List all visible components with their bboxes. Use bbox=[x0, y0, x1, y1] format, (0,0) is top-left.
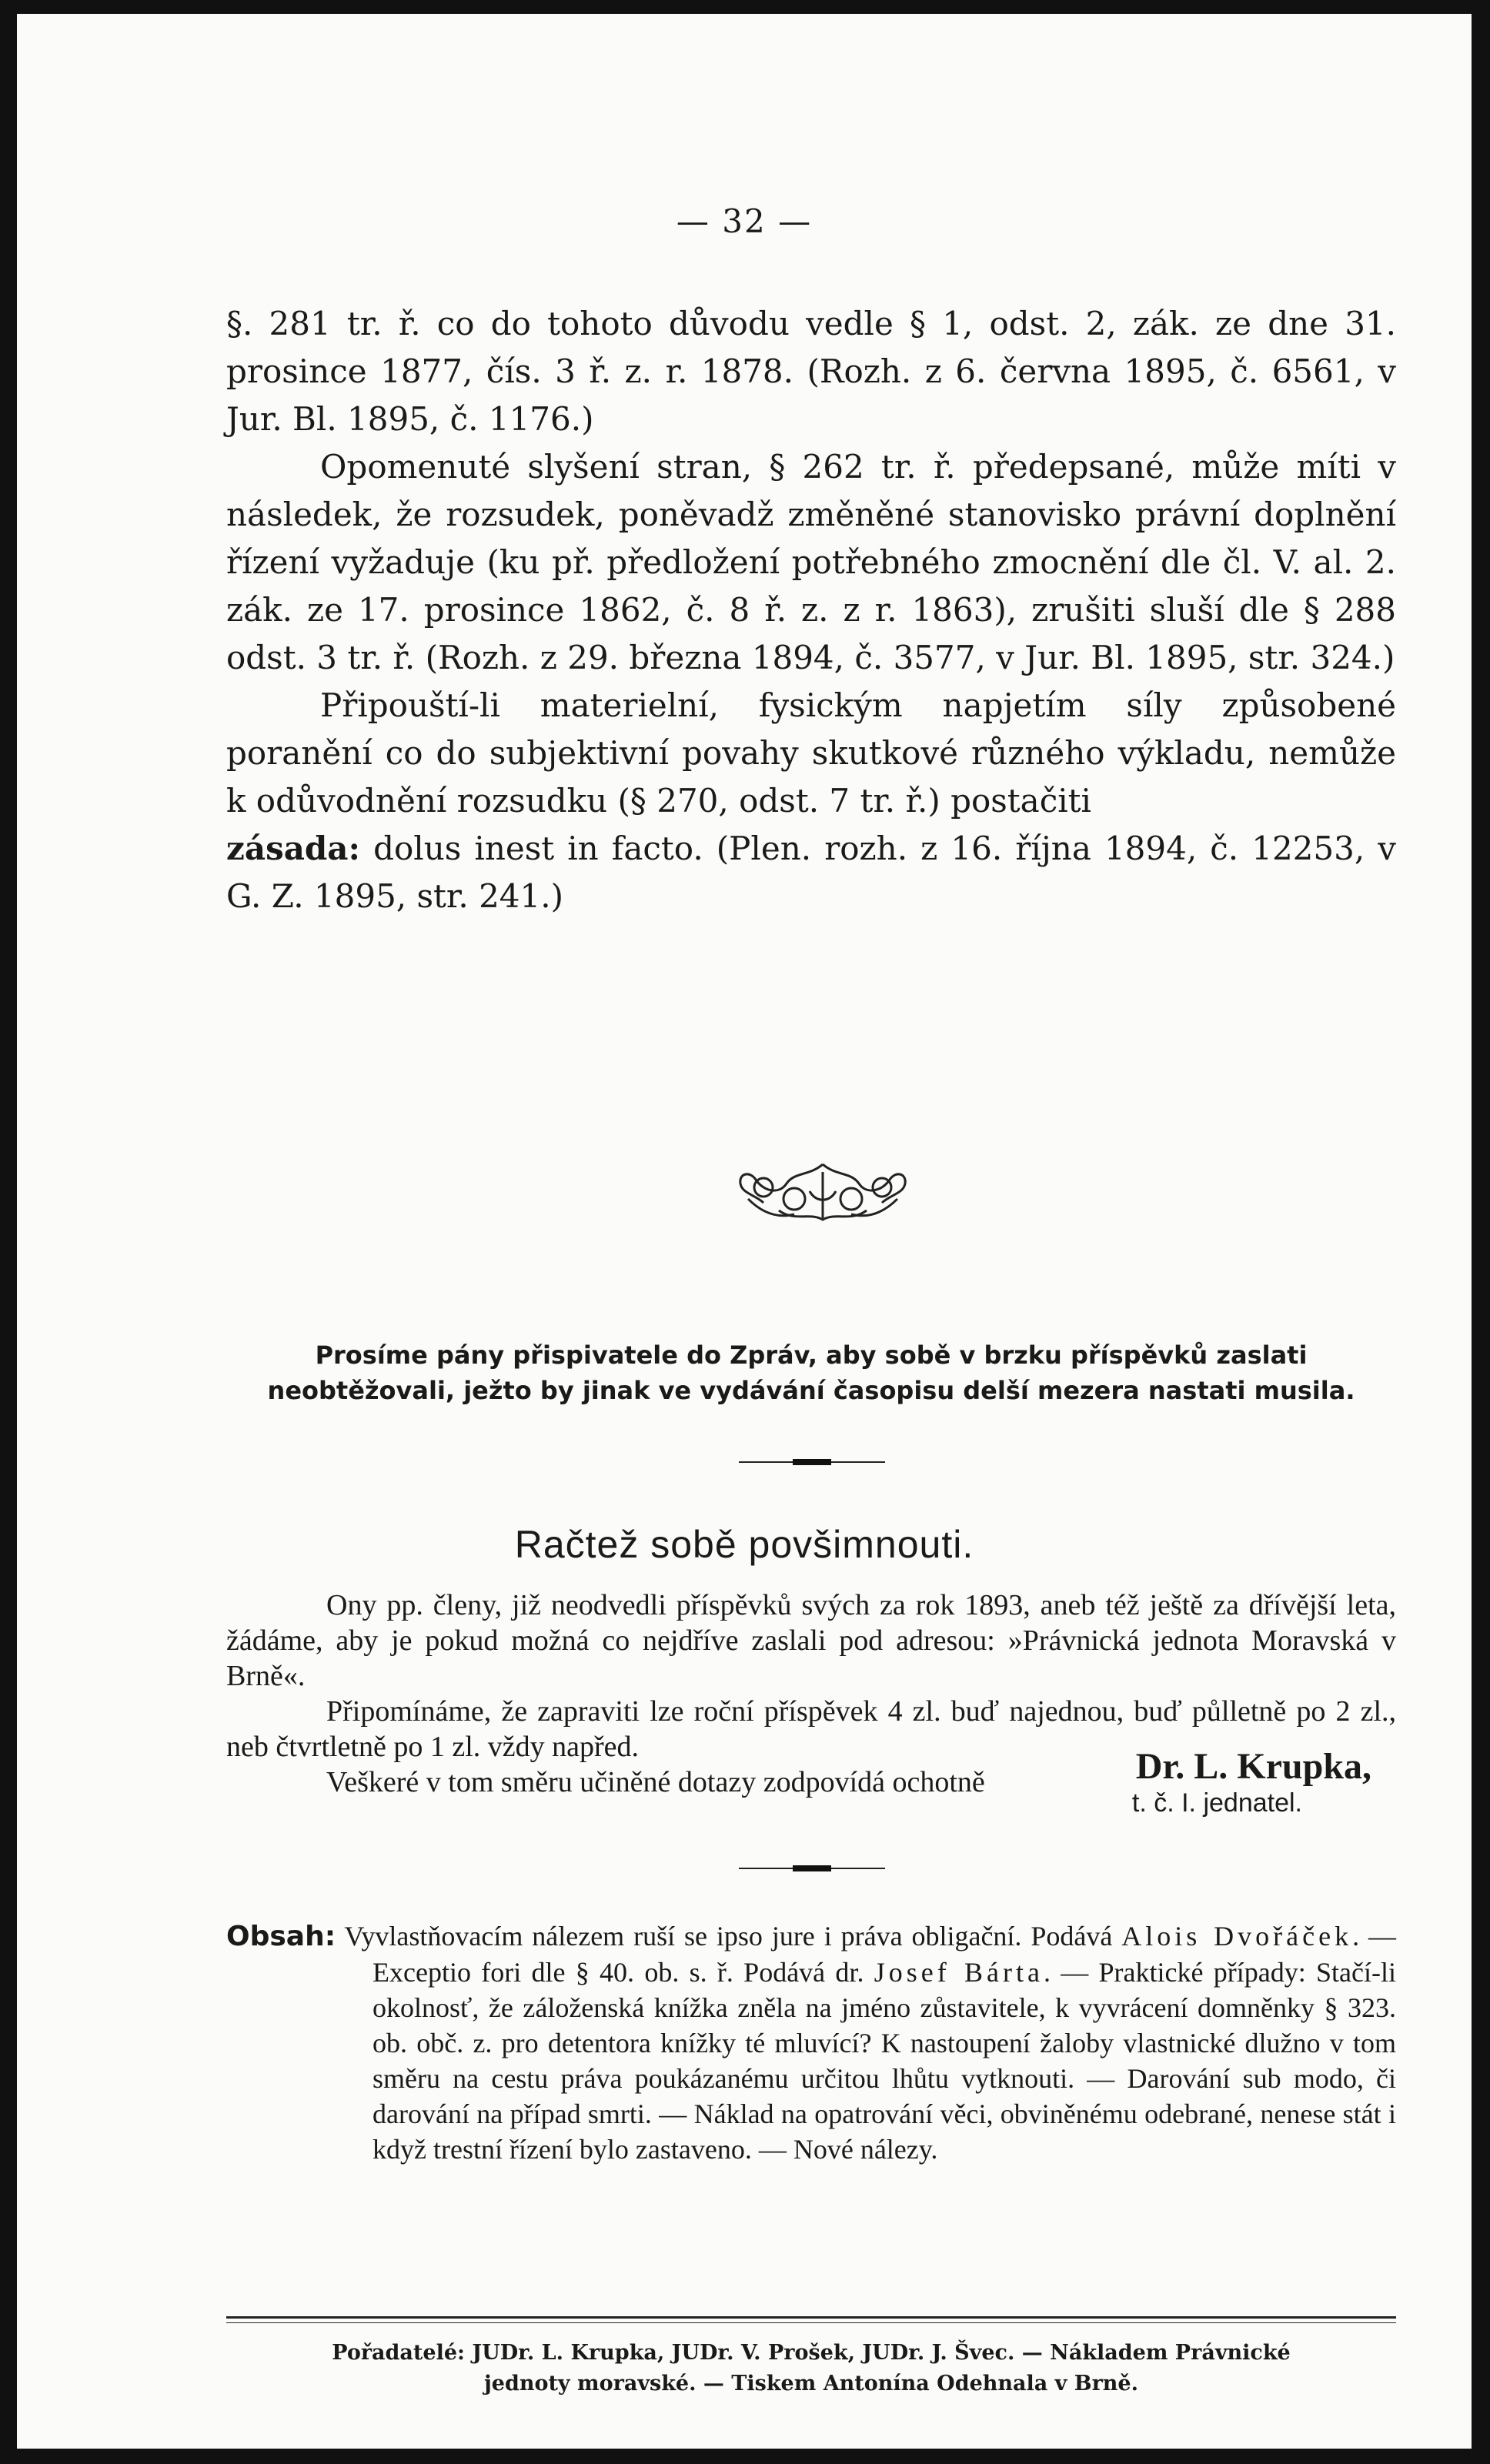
footer-rule bbox=[226, 2316, 1396, 2319]
announcement-paragraph: Připomínáme, že zapraviti lze roční příspěvek 4 zl. buď najednou, buď půlletně po 2 zl., neb čtvrtletně po 1 zl. vždy napřed. bbox=[226, 1695, 1396, 1763]
contents-author: Josef Bárta bbox=[874, 1957, 1044, 1988]
contents-text: Vyvlastňovacím nálezem ruší se ipso jure i práva obligační. Podává bbox=[336, 1921, 1122, 1952]
document-page bbox=[17, 14, 1472, 2449]
footer-line: jednoty moravské. — Tiskem Antonína Odehnala v Brně. bbox=[484, 2372, 1138, 2396]
announcement-paragraph: Veškeré v tom směru učiněné dotazy zodpovídá ochotně bbox=[326, 1766, 985, 1798]
contents-entry bbox=[226, 1918, 1396, 2167]
paragraph-injury-text: Připouští-li materielní, fysickým napjetím síly způsobené poranění co do subjektivní povahy skutkové různého výkladu, nemůže k odůvodnění rozsudku (§ 270, odst. 7 tr. ř.) postačiti bbox=[226, 686, 1396, 820]
footer-rule bbox=[226, 2322, 1396, 2323]
divider bbox=[739, 1867, 885, 1870]
signature bbox=[1064, 1745, 1371, 1818]
signature-name: Dr. L. Krupka, bbox=[1135, 1746, 1371, 1787]
page-number: — 32 — bbox=[676, 202, 813, 240]
table-of-contents bbox=[226, 1918, 1396, 2167]
contributor-notice: Prosíme pány přispivatele do Zpráv, aby sobě v brzku příspěvků zaslati neobtěžovali, ježto by jinak ve vydávání časopisu delší mezera nastati musila. bbox=[267, 1341, 1355, 1405]
divider bbox=[739, 1461, 885, 1464]
paragraph-injury-end: dolus inest in facto. (Plen. rozh. z 16. října 1894, č. 12253, v G. Z. 1895, str. 241.) bbox=[226, 830, 1396, 915]
paragraph-injury-lead: zásada: bbox=[226, 830, 361, 867]
paragraph-injury bbox=[226, 682, 1396, 920]
announcement-title: Račtež sobě povšimnouti. bbox=[514, 1523, 974, 1566]
contents-text: . — Praktické případy: Stačí-li okolnosť, že záloženská knížka zněla na jméno zůstavitele, k vyvrácení domněnky § 323. ob. obč. z. pro detentora knížky té mluvící? K nastoupení žaloby vlastnické dlužno v tom směru na cestu práva poukázanému určitou lhůtu vytknouti. — Darování sub modo, či darování na případ smrti. — Náklad na opatrování věci, obviněnému odebrané, nenese stát i když trestní řízení bylo zastaveno. — Nové nálezy. bbox=[372, 1957, 1396, 2165]
publisher-footer bbox=[226, 2338, 1396, 2399]
body-text bbox=[226, 300, 1396, 920]
paragraph-continuation: §. 281 tr. ř. co do tohoto důvodu vedle § 1, odst. 2, zák. ze dne 31. prosince 1877, čís. 3 ř. z. r. 1878. (Rozh. z 6. června 1895, č. 6561, v Jur. Bl. 1895, č. 1176.) bbox=[226, 305, 1396, 438]
signature-role: t. č. I. jednatel. bbox=[1131, 1788, 1302, 1818]
announcement-paragraph: Ony pp. členy, již neodvedli příspěvků svých za rok 1893, aneb též ještě za dřívější leta, žádáme, aby je pokud možná co nejdříve zaslali pod adresou: »Právnická jednota Moravská v Brně«. bbox=[226, 1589, 1396, 1692]
ornament-icon bbox=[733, 1157, 914, 1226]
paragraph-hearing: Opomenuté slyšení stran, § 262 tr. ř. předepsané, může míti v následek, že rozsudek, poněvadž změněné stanovisko právní doplnění řízení vyžaduje (ku př. předložení potřebného zmocnění dle čl. V. al. 2. zák. ze 17. prosince 1862, č. 8 ř. z. z r. 1863), zrušiti sluší dle § 288 odst. 3 tr. ř. (Rozh. z 29. března 1894, č. 3577, v Jur. Bl. 1895, str. 324.) bbox=[226, 448, 1396, 676]
contents-author: Alois Dvořáček bbox=[1121, 1921, 1353, 1952]
footer-line: Pořadatelé: JUDr. L. Krupka, JUDr. V. Prošek, JUDr. J. Švec. — Nákladem Právnické bbox=[332, 2341, 1291, 2365]
contents-label: Obsah: bbox=[226, 1921, 336, 1952]
contents-text: . — Exceptio fori dle § 40. ob. s. ř. Podává dr. bbox=[372, 1921, 1397, 1988]
